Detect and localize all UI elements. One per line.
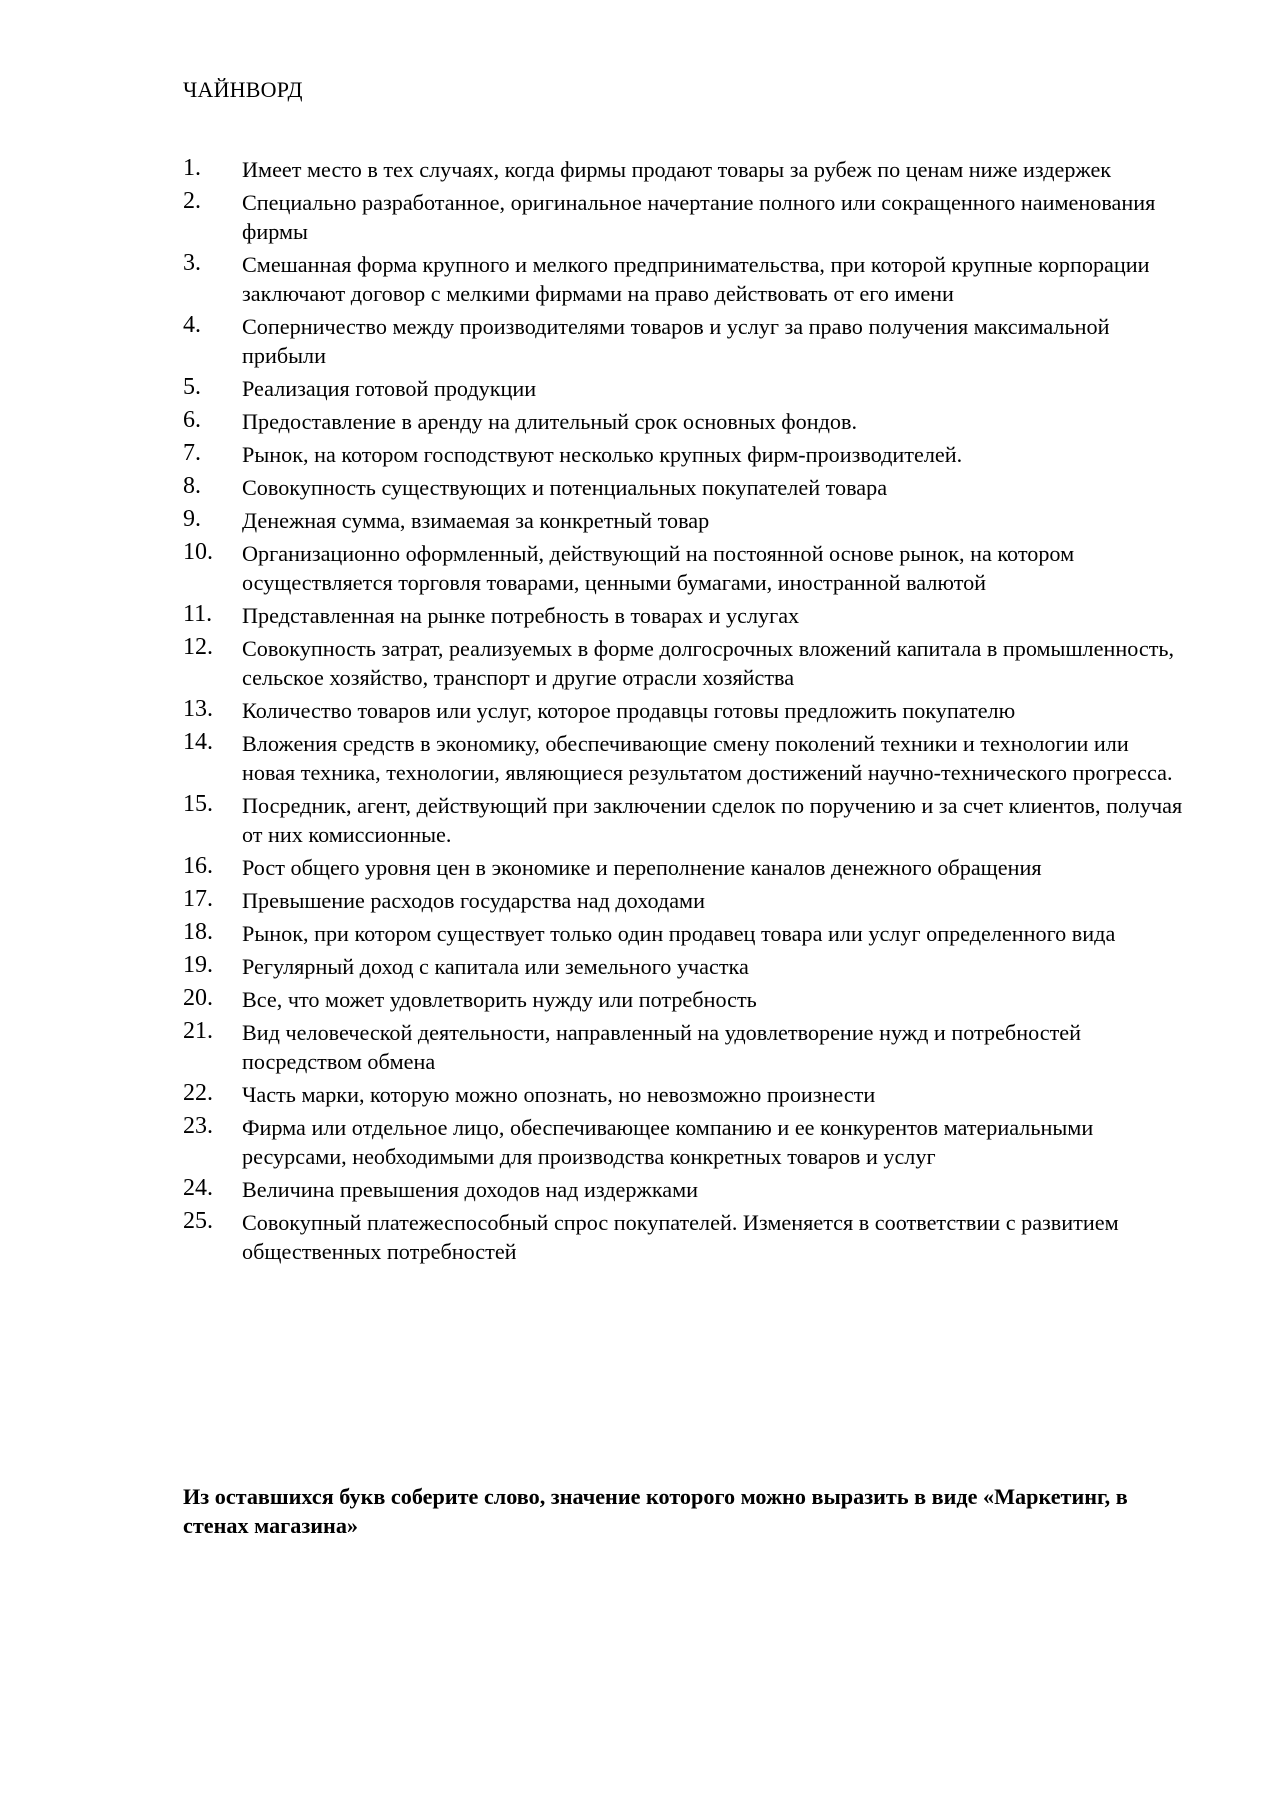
clue-item [183,729,1183,787]
clue-text: Посредник, агент, действующий при заключении сделок по поручению и за счет клиентов, получая от них комиссионные. [242,793,1183,847]
clue-text: Регулярный доход с капитала или земельного участка [242,954,749,979]
clue-number: 10. [183,539,213,565]
clue-text: Рынок, на котором господствуют несколько крупных фирм-производителей. [242,442,963,467]
clue-text: Имеет место в тех случаях, когда фирмы продают товары за рубеж по ценам ниже издержек [242,157,1112,182]
clue-number: 6. [183,407,201,433]
clue-item [183,791,1183,849]
clue-text: Превышение расходов государства над доходами [242,888,705,913]
clue-text: Количество товаров или услуг, которое продавцы готовы предложить покупателю [242,698,1016,723]
clue-text: Часть марки, которую можно опознать, но невозможно произнести [242,1082,876,1107]
clue-item [183,952,1183,981]
clue-text: Вложения средств в экономику, обеспечивающие смену поколений техники и технологии или новая техника, технологии, являющиеся результатом достижений научно-технического прогресса. [242,731,1173,785]
clue-text: Смешанная форма крупного и мелкого предпринимательства, при которой крупные корпорации заключают договор с мелкими фирмами на право действовать от его имени [242,252,1150,306]
clue-item [183,155,1183,184]
clue-number: 16. [183,853,213,879]
clue-number: 9. [183,506,201,532]
clue-text: Специально разработанное, оригинальное начертание полного или сокращенного наименования фирмы [242,190,1156,244]
clue-item [183,985,1183,1014]
clue-number: 1. [183,155,201,181]
clue-number: 17. [183,886,213,912]
clue-item [183,853,1183,882]
clue-number: 24. [183,1175,213,1201]
clue-number: 22. [183,1080,213,1106]
clue-item [183,407,1183,436]
clue-text: Все, что может удовлетворить нужду или потребность [242,987,757,1012]
clue-item [183,1175,1183,1204]
clue-item [183,919,1183,948]
clue-item [183,473,1183,502]
clue-item [183,601,1183,630]
clue-number: 2. [183,188,201,214]
clue-item [183,250,1183,308]
clue-number: 15. [183,791,213,817]
clue-item [183,696,1183,725]
clue-number: 19. [183,952,213,978]
clue-text: Организационно оформленный, действующий на постоянной основе рынок, на котором осуществляется торговля товарами, ценными бумагами, иностранной валютой [242,541,1075,595]
document-title: ЧАЙНВОРД [183,77,303,102]
clue-number: 4. [183,312,201,338]
clue-text: Совокупность существующих и потенциальных покупателей товара [242,475,888,500]
clue-item [183,312,1183,370]
clue-item [183,1113,1183,1171]
clue-item [183,1080,1183,1109]
clue-text: Предоставление в аренду на длительный срок основных фондов. [242,409,858,434]
clue-number: 13. [183,696,213,722]
clue-number: 11. [183,601,213,627]
clue-number: 5. [183,374,201,400]
clue-item [183,188,1183,246]
clue-item [183,440,1183,469]
clue-list [183,155,1183,1270]
clue-item [183,1208,1183,1266]
clue-number: 20. [183,985,213,1011]
clue-number: 3. [183,250,201,276]
clue-text: Представленная на рынке потребность в товарах и услугах [242,603,800,628]
clue-text: Рынок, при котором существует только один продавец товара или услуг определенного вида [242,921,1116,946]
clue-number: 7. [183,440,201,466]
clue-number: 14. [183,729,213,755]
clue-item [183,1018,1183,1076]
task-instruction: Из оставшихся букв соберите слово, значение которого можно выразить в виде «Маркетинг, в стенах магазина» [183,1484,1128,1538]
clue-text: Совокупность затрат, реализуемых в форме долгосрочных вложений капитала в промышленность, сельское хозяйство, транспорт и другие отрасли хозяйства [242,636,1175,690]
clue-item [183,506,1183,535]
clue-number: 21. [183,1018,213,1044]
clue-number: 12. [183,634,213,660]
clue-item [183,886,1183,915]
clue-text: Соперничество между производителями товаров и услуг за право получения максимальной прибыли [242,314,1110,368]
clue-text: Совокупный платежеспособный спрос покупателей. Изменяется в соответствии с развитием общественных потребностей [242,1210,1119,1264]
clue-number: 23. [183,1113,213,1139]
clue-text: Реализация готовой продукции [242,376,537,401]
clue-text: Вид человеческой деятельности, направленный на удовлетворение нужд и потребностей посредством обмена [242,1020,1081,1074]
clue-text: Рост общего уровня цен в экономике и переполнение каналов денежного обращения [242,855,1042,880]
clue-item [183,634,1183,692]
clue-item [183,374,1183,403]
clue-text: Денежная сумма, взимаемая за конкретный товар [242,508,710,533]
clue-text: Фирма или отдельное лицо, обеспечивающее компанию и ее конкурентов материальными ресурсами, необходимыми для производства конкретных товаров и услуг [242,1115,1094,1169]
clue-number: 25. [183,1208,213,1234]
clue-number: 18. [183,919,213,945]
clue-number: 8. [183,473,201,499]
clue-text: Величина превышения доходов над издержками [242,1177,699,1202]
clue-item [183,539,1183,597]
